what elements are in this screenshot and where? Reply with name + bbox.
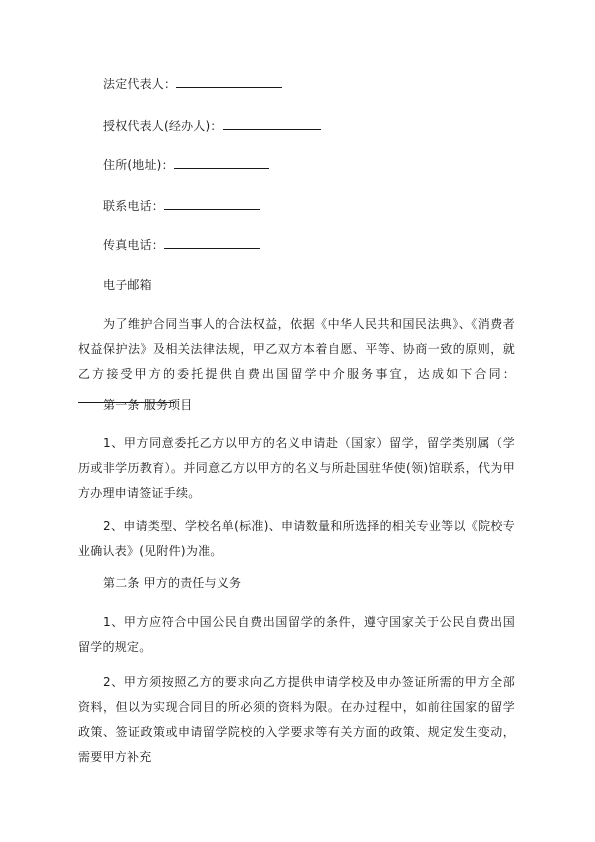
address-label: 住所(地址)：: [103, 158, 174, 172]
fax-label: 传真电话：: [103, 238, 165, 252]
auth-rep-field: [103, 117, 321, 134]
phone-blank[interactable]: [164, 197, 260, 210]
article2-item1: 1、甲方应符合中国公民自费出国留学的条件，遵守国家关于公民自费出国留学的规定。: [78, 615, 515, 654]
article1-heading: 第一条 服务项目: [103, 398, 193, 412]
auth-rep-label: 授权代表人(经办人)：: [103, 119, 223, 133]
legal-rep-blank[interactable]: [176, 75, 282, 88]
auth-rep-blank[interactable]: [223, 117, 321, 130]
address-blank[interactable]: [174, 156, 269, 169]
phone-field: [103, 197, 260, 214]
fax-field: [103, 236, 260, 253]
email-field: [103, 277, 152, 293]
article1-item2: 2、申请类型、学校名单(标准)、申请数量和所选择的相关专业等以《院校专业确认表》(见附件)为准。: [78, 519, 515, 558]
address-field: [103, 156, 269, 173]
article2-item2: 2、甲方须按照乙方的要求向乙方提供申请学校及申办签证所需的甲方全部资料，但以为实现合同目的所必须的资料为限。在办过程中，如前往国家的留学政策、签证政策或申请留学院校的入学要求等有关方面的政策、规定发生变动，需要甲方补充: [78, 675, 515, 764]
legal-rep-field: [103, 75, 282, 92]
phone-label: 联系电话：: [103, 199, 165, 213]
article1-item1: 1、甲方同意委托乙方以甲方的名义申请赴（国家）留学，留学类别属（学历或非学历教育）。并同意乙方以甲方的名义与所赴国驻华使(领)馆联系，代为甲方办理申请签证手续。: [78, 436, 515, 500]
legal-rep-label: 法定代表人：: [103, 77, 177, 91]
article2-heading: 第二条 甲方的责任与义务: [103, 576, 242, 590]
email-label: 电子邮箱: [103, 278, 152, 292]
fax-blank[interactable]: [164, 236, 260, 249]
preamble-text: 为了维护合同当事人的合法权益，依据《中华人民共和国民法典》、《消费者权益保护法》及相关法律法规，甲乙双方本着自愿、平等、协商一致的原则，就乙方接受甲方的委托提供自费出国留学中介服务事宜，达成如下合同：: [78, 317, 515, 381]
